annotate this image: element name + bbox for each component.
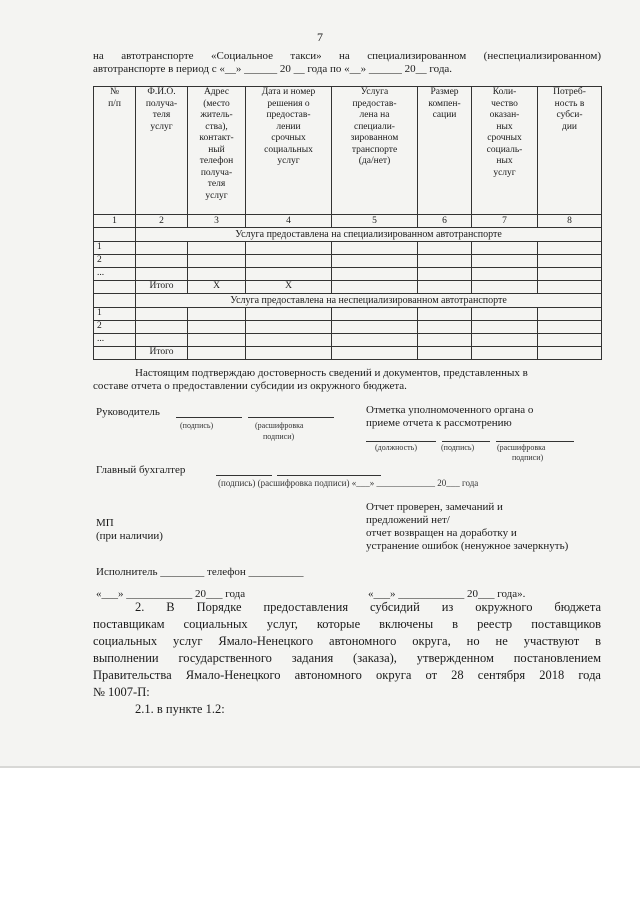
mark-sign-caption: (подпись) <box>441 443 475 452</box>
section-2-title: Услуга предоставлена на неспециализированном автотранспорте <box>136 294 602 308</box>
header-line: предостав- <box>352 98 397 109</box>
header-line: Потреб- <box>553 87 586 97</box>
header-line: сации <box>432 110 457 120</box>
section-2-row <box>94 294 602 308</box>
report-table <box>93 86 602 360</box>
mp-note: (при наличии) <box>96 530 163 542</box>
col-num-7: 7 <box>472 215 538 228</box>
header-service-count <box>472 87 538 215</box>
table-row <box>94 308 602 321</box>
header-line: субси- <box>556 110 583 120</box>
amend-last-line: № 1007-П: <box>93 685 150 699</box>
decode-caption-2: подписи) <box>263 432 295 441</box>
header-special-transport <box>332 87 418 215</box>
amend-item: 2.1. в пункте 1.2: <box>135 702 225 716</box>
header-line: специали- <box>354 121 395 132</box>
header-line: Коли- <box>492 87 517 97</box>
table-row <box>94 242 602 255</box>
column-number-row <box>94 215 602 228</box>
row-number: 2 <box>94 321 136 334</box>
total-row-2 <box>94 347 602 360</box>
mark-decode-line <box>496 430 574 442</box>
header-line: получа- <box>145 98 178 109</box>
header-line: решения о <box>267 98 310 109</box>
col-num-4: 4 <box>246 215 332 228</box>
col-num-1: 1 <box>94 215 136 228</box>
header-line: срочных <box>487 133 522 143</box>
total-row-1 <box>94 281 602 294</box>
amend-line-3: социальных услуг Ямало-Ненецкого автономного округа, но не участвуют в <box>93 634 601 648</box>
confirm-line-1: Настоящим подтверждаю достоверность сведений и документов, представленных в <box>135 367 528 379</box>
header-line: лена на <box>359 110 390 120</box>
mark-line-1: Отметка уполномоченного органа о <box>366 404 534 416</box>
header-line: оказан- <box>489 110 520 120</box>
header-line: контакт- <box>199 133 234 143</box>
decode-caption-1: (расшифровка <box>255 421 304 430</box>
intro-line-1: на автотранспорте «Социальное такси» на специализированном (неспециализированном) <box>93 50 601 62</box>
amend-line-2: поставщикам социальных услуг, которые включены в реестр поставщиков <box>93 617 601 631</box>
head-decode-line <box>248 406 334 418</box>
header-line: Дата и номер <box>261 87 316 97</box>
row-number: ... <box>94 268 136 281</box>
header-line: социальных <box>264 144 313 155</box>
confirm-line-2: составе отчета о предоставлении субсидии из окружного бюджета. <box>93 380 407 392</box>
col-num-8: 8 <box>538 215 602 228</box>
checked-line-3: отчет возвращен на доработку и <box>366 527 517 539</box>
checked-line-1: Отчет проверен, замечаний и <box>366 501 503 513</box>
position-line <box>366 430 436 442</box>
checked-line-4: устранение ошибок (ненужное зачеркнуть) <box>366 540 569 552</box>
header-line: получа- <box>200 167 233 178</box>
accountant-decode-line <box>277 464 381 476</box>
row-number: 2 <box>94 255 136 268</box>
head-label: Руководитель <box>96 406 160 418</box>
col-num-2: 2 <box>136 215 188 228</box>
total-label: Итого <box>136 347 188 360</box>
accountant-label: Главный бухгалтер <box>96 464 186 476</box>
table-row <box>94 334 602 347</box>
executor-line: Исполнитель ________ телефон __________ <box>96 566 304 578</box>
page-edge <box>0 766 640 768</box>
amend-line-4: выполнении государственного задания (заказа), утвержденном постановлением <box>93 651 601 665</box>
header-cell-text <box>94 87 135 110</box>
row-number: 1 <box>94 242 136 255</box>
header-line: дии <box>561 121 577 132</box>
header-line: (место <box>203 98 230 109</box>
col-num-3: 3 <box>188 215 246 228</box>
header-fio <box>136 87 188 215</box>
header-line: житель- <box>200 110 233 120</box>
mark-decode-caption-1: (расшифровка <box>497 443 546 452</box>
sign-caption: (подпись) <box>180 421 214 430</box>
header-line: зированном <box>350 133 399 143</box>
mark-line-2: приеме отчета к рассмотрению <box>366 417 512 429</box>
header-line: Размер <box>430 87 459 97</box>
mark-decode-caption-2: подписи) <box>512 453 544 462</box>
header-line: теля <box>207 179 226 189</box>
header-line: предостав- <box>266 110 311 120</box>
table-row <box>94 268 602 281</box>
row-number: 1 <box>94 308 136 321</box>
total-label: Итого <box>136 281 188 294</box>
header-line: услуг <box>205 190 228 201</box>
intro-line-2: автотранспорте в период с «__» ______ 20 __ года по «__» ______ 20__ года. <box>93 63 453 75</box>
head-sign-line <box>176 406 242 418</box>
header-line: ных <box>496 156 513 166</box>
header-line: теля <box>152 110 171 120</box>
x-mark: Х <box>246 281 332 294</box>
section-1-blank <box>94 228 136 242</box>
amend-line-5: Правительства Ямало-Ненецкого автономного округа от 28 сентября 2018 года <box>93 668 601 682</box>
mp-label: МП <box>96 517 114 529</box>
section-1-title: Услуга предоставлена на специализированном автотранспорте <box>136 228 602 242</box>
header-line: социаль- <box>486 144 523 155</box>
col-num-5: 5 <box>332 215 418 228</box>
section-1-row <box>94 228 602 242</box>
header-line: срочных <box>271 133 306 143</box>
header-subsidy-need <box>538 87 602 215</box>
date-left: «___» ____________ 20___ года <box>96 588 246 600</box>
header-decision <box>246 87 332 215</box>
col-num-6: 6 <box>418 215 472 228</box>
header-line: услуг <box>150 121 173 132</box>
header-line: транспорте <box>351 144 398 155</box>
header-line: услуг <box>493 167 516 178</box>
header-line: компен- <box>428 98 461 109</box>
header-line: ства), <box>205 121 228 132</box>
table-row <box>94 321 602 334</box>
header-line: ность в <box>554 98 585 109</box>
mark-sign-line <box>442 430 490 442</box>
position-caption: (должность) <box>375 443 417 452</box>
section-2-blank <box>94 294 136 308</box>
accountant-sign-line <box>216 464 272 476</box>
amend-line-1: 2. В Порядке предоставления субсидий из окружного бюджета <box>135 600 601 614</box>
header-line: услуг <box>277 156 300 166</box>
header-line: ных <box>496 121 513 132</box>
table-row <box>94 255 602 268</box>
header-line: № <box>109 87 120 97</box>
header-line: ный <box>208 144 225 155</box>
header-line: п/п <box>108 98 121 109</box>
page-number: 7 <box>317 30 323 44</box>
checked-line-2: предложений нет/ <box>366 514 450 526</box>
header-line: Услуга <box>360 87 389 97</box>
header-line: Ф.И.О. <box>147 87 176 97</box>
header-row <box>94 87 602 215</box>
header-line: чество <box>491 98 518 109</box>
header-num <box>94 87 136 215</box>
header-line: (да/нет) <box>358 156 391 166</box>
row-number: ... <box>94 334 136 347</box>
x-mark: Х <box>188 281 246 294</box>
header-address <box>188 87 246 215</box>
accountant-captions: (подпись) (расшифровка подписи) «___» _____________ 20___ года <box>218 478 479 488</box>
header-line: лении <box>276 121 301 132</box>
header-line: Адрес <box>203 87 230 97</box>
header-line: телефон <box>199 156 234 166</box>
date-right: «___» ____________ 20___ года». <box>368 588 526 600</box>
header-compensation <box>418 87 472 215</box>
